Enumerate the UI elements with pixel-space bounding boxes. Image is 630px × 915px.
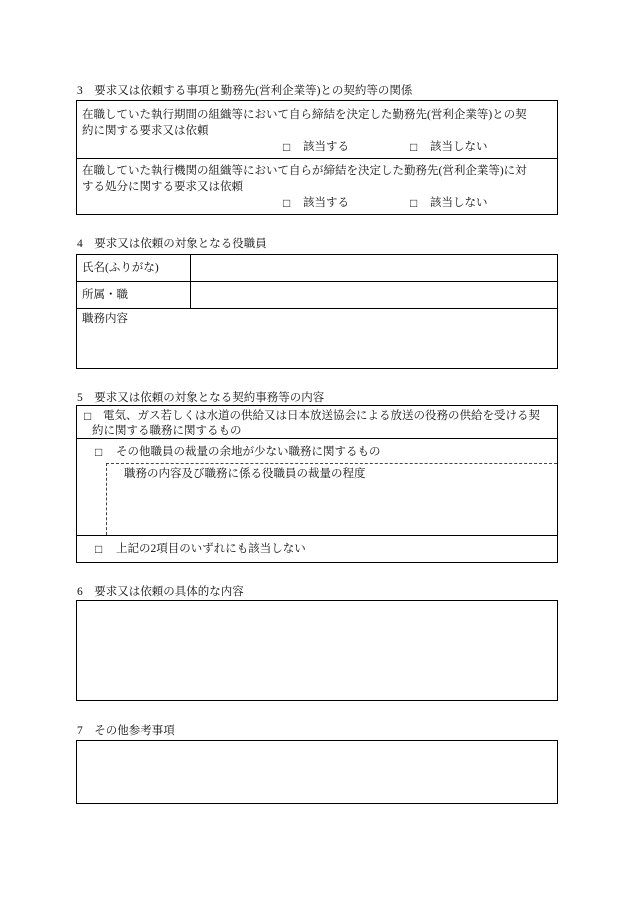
section-3-row-2-text-line-1: 在職していた執行機関の組織等において自らが締結を決定した勤務先(営利企業等)に対 bbox=[82, 165, 527, 177]
section-3-row-1-yes-label: 該当する bbox=[303, 141, 349, 153]
section-3-row-1-yes-checkbox[interactable]: □ bbox=[283, 140, 291, 154]
section-3-row-2-text-line-2: する処分に関する要求又は依頼 bbox=[82, 181, 243, 193]
section-3-row-2-no-label: 該当しない bbox=[430, 197, 488, 209]
none-applicable-label: 上記の2項目のいずれにも該当しない bbox=[116, 543, 306, 555]
name-field[interactable] bbox=[192, 256, 556, 280]
section-3-row-1-no-checkbox[interactable]: □ bbox=[410, 140, 418, 154]
none-applicable-checkbox[interactable]: □ bbox=[95, 542, 103, 556]
officer-table-row-divider-1 bbox=[76, 281, 558, 282]
section-5-divider-2 bbox=[76, 535, 558, 536]
officer-table-column-divider bbox=[190, 254, 191, 308]
duties-label: 職務内容 bbox=[82, 313, 128, 325]
section-5-divider-1 bbox=[76, 438, 558, 439]
section-6-heading: 6 要求又は依頼の具体的な内容 bbox=[77, 586, 244, 598]
section-3-heading: 3 要求又は依頼する事項と勤務先(営利企業等)との契約等の関係 bbox=[77, 85, 413, 97]
utility-duty-label-line-1: 電気、ガス若しくは水道の供給又は日本放送協会による放送の役務の供給を受ける契 bbox=[103, 410, 540, 422]
section-3-row-2-yes-label: 該当する bbox=[303, 197, 349, 209]
section-3-row-2-no-checkbox[interactable]: □ bbox=[410, 196, 418, 210]
department-position-field[interactable] bbox=[192, 283, 556, 307]
low-discretion-duty-label: その他職員の裁量の余地が少ない職務に関するもの bbox=[116, 446, 381, 458]
section-3-row-2-yes-checkbox[interactable]: □ bbox=[283, 196, 291, 210]
duties-field[interactable] bbox=[78, 328, 556, 368]
low-discretion-duty-checkbox[interactable]: □ bbox=[95, 445, 103, 459]
section-7-heading: 7 その他参考事項 bbox=[77, 725, 175, 737]
section-3-row-divider bbox=[76, 158, 558, 159]
utility-duty-checkbox[interactable]: □ bbox=[84, 409, 92, 423]
name-label: 氏名(ふりがな) bbox=[82, 262, 159, 274]
section-4-heading: 4 要求又は依頼の対象となる役職員 bbox=[77, 238, 267, 250]
section-5-heading: 5 要求又は依頼の対象となる契約事務等の内容 bbox=[77, 392, 325, 404]
discretion-detail-label: 職務の内容及び職務に係る役職員の裁量の程度 bbox=[124, 468, 366, 480]
officer-table-row-divider-2 bbox=[76, 308, 558, 309]
section-3-row-1-text-line-2: 約に関する要求又は依頼 bbox=[82, 125, 209, 137]
utility-duty-label-line-2: 約に関する職務に関するもの bbox=[92, 425, 242, 437]
other-reference-field[interactable] bbox=[76, 740, 558, 804]
section-3-row-1-no-label: 該当しない bbox=[430, 141, 488, 153]
discretion-detail-field[interactable] bbox=[108, 483, 556, 533]
department-position-label: 所属・職 bbox=[82, 289, 128, 301]
section-3-row-1-text-line-1: 在職していた執行期間の組織等において自ら締結を決定した勤務先(営利企業等)との契 bbox=[82, 109, 527, 121]
request-details-field[interactable] bbox=[76, 600, 558, 701]
